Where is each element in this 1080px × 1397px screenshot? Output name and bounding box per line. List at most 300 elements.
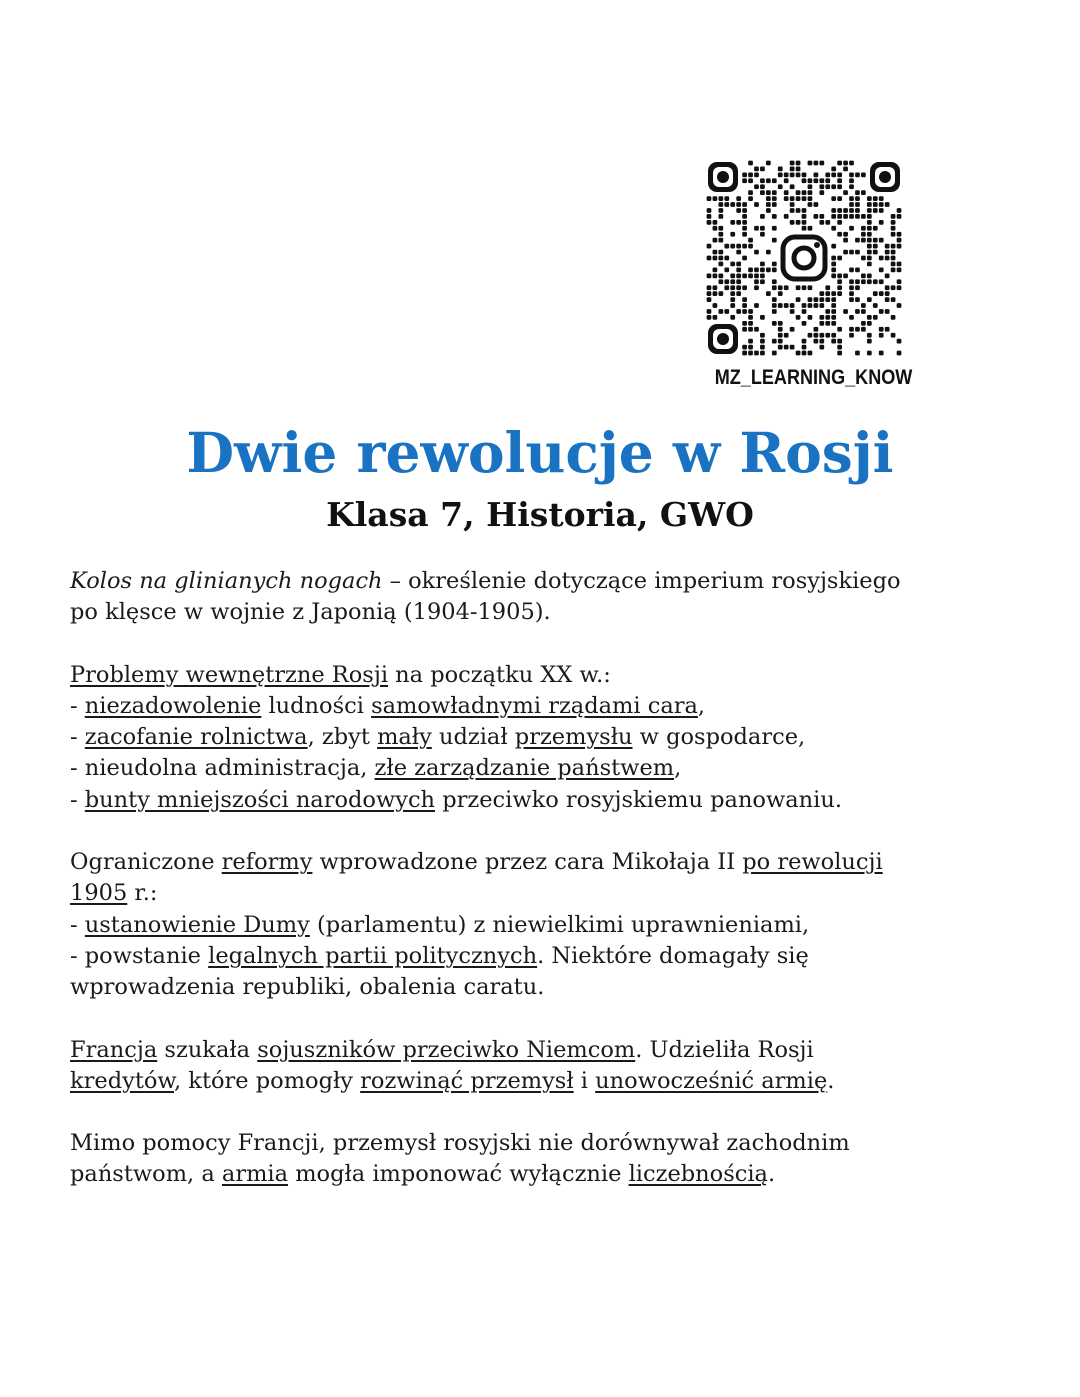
qr-module: [796, 167, 801, 172]
qr-module: [819, 321, 824, 326]
qr-module: [849, 333, 854, 338]
qr-module: [766, 291, 771, 296]
qr-module: [718, 196, 723, 201]
qr-module: [713, 285, 718, 290]
qr-module: [742, 214, 747, 219]
qr-module: [891, 244, 896, 249]
qr-module: [825, 178, 830, 183]
qr-module: [897, 214, 902, 219]
qr-module: [748, 238, 753, 243]
qr-finder-top-left: [708, 162, 738, 192]
qr-module: [713, 238, 718, 243]
qr-module: [814, 161, 819, 166]
qr-module: [707, 309, 712, 314]
qr-module: [837, 285, 842, 290]
qr-module: [879, 202, 884, 207]
qr-module: [724, 196, 729, 201]
qr-module: [778, 184, 783, 189]
qr-module: [754, 279, 759, 284]
qr-module: [867, 321, 872, 326]
qr-module: [718, 309, 723, 314]
qr-module: [855, 208, 860, 213]
text-span: szukała: [157, 1036, 258, 1063]
qr-module: [814, 333, 819, 338]
qr-module: [819, 178, 824, 183]
text-line: [70, 1159, 1030, 1190]
qr-module: [891, 268, 896, 273]
qr-module: [796, 190, 801, 195]
qr-module: [772, 262, 777, 267]
qr-module: [724, 202, 729, 207]
qr-module: [748, 172, 753, 177]
qr-module: [855, 250, 860, 255]
qr-module: [736, 220, 741, 225]
qr-module: [867, 202, 872, 207]
qr-module: [754, 327, 759, 332]
qr-module: [897, 279, 902, 284]
qr-module: [855, 214, 860, 219]
qr-module: [802, 345, 807, 350]
underlined-term: bunty mniejszości narodowych: [84, 786, 436, 813]
qr-module: [879, 309, 884, 314]
qr-module: [897, 303, 902, 308]
qr-module: [861, 190, 866, 195]
qr-module: [849, 202, 854, 207]
qr-module: [796, 285, 801, 290]
qr-module: [772, 351, 777, 356]
qr-module: [891, 226, 896, 231]
qr-module: [760, 184, 765, 189]
qr-module: [861, 172, 866, 177]
qr-module: [873, 250, 878, 255]
qr-module: [897, 232, 902, 237]
underlined-term: samowładnymi rządami cara: [371, 692, 698, 719]
qr-module: [855, 327, 860, 332]
qr-module: [778, 291, 783, 296]
qr-module: [796, 196, 801, 201]
qr-module: [891, 297, 896, 302]
qr-module: [808, 285, 813, 290]
qr-module: [891, 262, 896, 267]
qr-module: [736, 291, 741, 296]
qr-module: [855, 172, 860, 177]
qr-module: [849, 208, 854, 213]
qr-module: [849, 172, 854, 177]
text-line: [70, 1066, 1030, 1097]
qr-module: [796, 297, 801, 302]
qr-module: [885, 309, 890, 314]
qr-module: [748, 345, 753, 350]
qr-module: [819, 297, 824, 302]
qr-module: [885, 256, 890, 261]
list-item: [70, 910, 1030, 941]
qr-module: [891, 285, 896, 290]
qr-module: [819, 220, 824, 225]
qr-module: [790, 345, 795, 350]
qr-module: [831, 291, 836, 296]
qr-module: [707, 291, 712, 296]
qr-module: [713, 273, 718, 278]
qr-module: [814, 214, 819, 219]
qr-module: [825, 220, 830, 225]
qr-module: [837, 178, 842, 183]
qr-module: [707, 256, 712, 261]
qr-module: [855, 279, 860, 284]
qr-module: [730, 262, 735, 267]
qr-module: [772, 202, 777, 207]
qr-module: [772, 297, 777, 302]
qr-module: [748, 327, 753, 332]
qr-module: [802, 351, 807, 356]
qr-module: [766, 208, 771, 213]
qr-module: [825, 297, 830, 302]
qr-module: [730, 244, 735, 249]
qr-module: [718, 214, 723, 219]
qr-module: [784, 190, 789, 195]
qr-module: [837, 279, 842, 284]
qr-module: [879, 220, 884, 225]
qr-module: [718, 273, 723, 278]
qr-module: [796, 208, 801, 213]
qr-module: [730, 315, 735, 320]
qr-module: [808, 303, 813, 308]
qr-module: [784, 196, 789, 201]
qr-module: [831, 196, 836, 201]
underlined-term: przemysłu: [514, 724, 633, 751]
qr-module: [891, 214, 896, 219]
qr-module: [784, 172, 789, 177]
qr-module: [849, 291, 854, 296]
qr-module: [718, 291, 723, 296]
qr-module: [831, 309, 836, 314]
qr-module: [730, 279, 735, 284]
text-span: - powstanie: [70, 942, 209, 969]
qr-module: [748, 351, 753, 356]
qr-module: [849, 327, 854, 332]
qr-module: [843, 238, 848, 243]
qr-module: [713, 220, 718, 225]
text-span: przeciwko rosyjskiemu panowaniu.: [435, 786, 842, 813]
qr-module: [879, 238, 884, 243]
qr-module: [808, 196, 813, 201]
qr-module: [849, 268, 854, 273]
qr-module: [843, 273, 848, 278]
qr-module: [861, 238, 866, 243]
qr-module: [867, 315, 872, 320]
qr-module: [742, 297, 747, 302]
qr-module: [879, 351, 884, 356]
underlined-term: liczebnością: [628, 1161, 768, 1188]
qr-module: [790, 327, 795, 332]
qr-module: [730, 285, 735, 290]
qr-finder-top-right: [870, 162, 900, 192]
qr-module: [831, 303, 836, 308]
qr-module: [766, 196, 771, 201]
qr-module: [867, 256, 872, 261]
underlined-term: armia: [221, 1161, 289, 1188]
paragraph-internal-problems: [70, 660, 1030, 816]
qr-module: [790, 309, 795, 314]
text-line: [70, 847, 1030, 878]
qr-module: [760, 345, 765, 350]
qr-module: [736, 250, 741, 255]
text-span: (parlamentu) z niewielkimi uprawnieniami,: [309, 911, 810, 938]
qr-module: [772, 339, 777, 344]
qr-module: [724, 268, 729, 273]
underlined-term: ustanowienie Dumy: [84, 911, 310, 938]
qr-module: [707, 214, 712, 219]
qr-module: [742, 273, 747, 278]
qr-module: [802, 196, 807, 201]
qr-module: [819, 345, 824, 350]
qr-module: [819, 184, 824, 189]
qr-module: [837, 161, 842, 166]
qr-module: [855, 268, 860, 273]
qr-module: [885, 244, 890, 249]
qr-module: [796, 161, 801, 166]
qr-module: [879, 268, 884, 273]
qr-module: [760, 226, 765, 231]
qr-module: [855, 309, 860, 314]
qr-module: [790, 208, 795, 213]
qr-module: [784, 178, 789, 183]
list-item: [70, 941, 1030, 972]
qr-module: [778, 321, 783, 326]
qr-module: [873, 244, 878, 249]
text-span: -: [70, 911, 85, 938]
qr-module: [808, 202, 813, 207]
qr-module: [724, 256, 729, 261]
qr-module: [855, 196, 860, 201]
qr-module: [742, 303, 747, 308]
underlined-term: Problemy wewnętrzne Rosji: [70, 661, 389, 688]
qr-module: [736, 309, 741, 314]
qr-module: [831, 339, 836, 344]
underlined-term: zacofanie rolnictwa: [84, 724, 308, 751]
qr-module: [831, 244, 836, 249]
underlined-term: legalnych partii politycznych: [208, 942, 538, 969]
qr-module: [707, 196, 712, 201]
qr-module: [742, 232, 747, 237]
text-span: .: [827, 1067, 835, 1094]
text-span: na początku XX w.:: [388, 661, 611, 688]
qr-module: [885, 327, 890, 332]
qr-module: [796, 315, 801, 320]
qr-module: [849, 214, 854, 219]
qr-module: [861, 273, 866, 278]
qr-module: [802, 339, 807, 344]
qr-code: [706, 160, 902, 356]
qr-module: [742, 202, 747, 207]
qr-module: [825, 315, 830, 320]
qr-module: [724, 279, 729, 284]
qr-module: [742, 321, 747, 326]
qr-module: [808, 297, 813, 302]
text-span: ,: [697, 692, 706, 719]
qr-module: [861, 321, 866, 326]
qr-module: [873, 291, 878, 296]
qr-module: [825, 321, 830, 326]
qr-module: [897, 238, 902, 243]
qr-module: [837, 196, 842, 201]
qr-module: [855, 285, 860, 290]
qr-module: [849, 297, 854, 302]
qr-module: [867, 232, 872, 237]
qr-module: [766, 268, 771, 273]
qr-module: [873, 208, 878, 213]
qr-module: [760, 279, 765, 284]
qr-module: [778, 172, 783, 177]
qr-module: [802, 172, 807, 177]
qr-module: [891, 232, 896, 237]
qr-module: [814, 172, 819, 177]
qr-module: [837, 208, 842, 213]
qr-module: [718, 202, 723, 207]
qr-module: [861, 327, 866, 332]
qr-module: [748, 321, 753, 326]
qr-module: [849, 178, 854, 183]
qr-module: [790, 184, 795, 189]
qr-module: [861, 226, 866, 231]
qr-module: [891, 250, 896, 255]
underlined-term: 1905: [70, 880, 128, 907]
text-span: – określenie dotyczące imperium rosyjskiego: [382, 568, 901, 594]
qr-module: [772, 196, 777, 201]
qr-module: [748, 190, 753, 195]
qr-module: [742, 309, 747, 314]
qr-module: [754, 250, 759, 255]
qr-module: [855, 190, 860, 195]
qr-module: [748, 196, 753, 201]
qr-module: [772, 238, 777, 243]
underlined-term: niezadowolenie: [84, 692, 262, 719]
qr-module: [867, 279, 872, 284]
qr-module: [742, 220, 747, 225]
qr-module: [778, 303, 783, 308]
qr-module: [707, 315, 712, 320]
qr-module: [718, 238, 723, 243]
qr-module: [825, 172, 830, 177]
text-line: [70, 1035, 1030, 1066]
qr-module: [891, 333, 896, 338]
qr-module: [891, 256, 896, 261]
qr-module: [879, 196, 884, 201]
underlined-term: mały: [377, 724, 432, 751]
text-line: [70, 878, 1030, 909]
qr-module: [707, 220, 712, 225]
qr-module: [867, 208, 872, 213]
qr-module: [754, 268, 759, 273]
qr-module: [808, 315, 813, 320]
qr-module: [754, 172, 759, 177]
qr-module: [843, 214, 848, 219]
qr-module: [849, 315, 854, 320]
qr-module: [736, 268, 741, 273]
qr-module: [748, 268, 753, 273]
qr-module: [819, 333, 824, 338]
qr-module: [784, 303, 789, 308]
qr-module: [790, 161, 795, 166]
text-span: -: [70, 786, 85, 813]
qr-module: [802, 208, 807, 213]
qr-module: [718, 226, 723, 231]
qr-module: [891, 220, 896, 225]
qr-module: [808, 184, 813, 189]
qr-module: [754, 226, 759, 231]
qr-module: [849, 250, 854, 255]
text-span: ludności: [261, 692, 372, 719]
qr-module: [730, 220, 735, 225]
qr-module: [867, 351, 872, 356]
qr-module: [825, 309, 830, 314]
qr-module: [718, 250, 723, 255]
qr-module: [814, 339, 819, 344]
qr-module: [772, 226, 777, 231]
qr-module: [891, 315, 896, 320]
underlined-term: kredytów: [70, 1067, 174, 1094]
text-span: ,: [674, 755, 682, 782]
underlined-term: unowocześnić armię: [595, 1067, 828, 1094]
qr-finder-bottom-left: [708, 324, 738, 354]
qr-module: [736, 279, 741, 284]
qr-module: [742, 351, 747, 356]
qr-module: [754, 285, 759, 290]
qr-module: [742, 226, 747, 231]
qr-module: [867, 244, 872, 249]
qr-module: [772, 285, 777, 290]
underlined-term: po rewolucji: [742, 849, 883, 876]
qr-module: [730, 232, 735, 237]
qr-module: [784, 345, 789, 350]
qr-module: [718, 279, 723, 284]
qr-module: [831, 208, 836, 213]
qr-module: [837, 351, 842, 356]
qr-module: [843, 309, 848, 314]
qr-module: [713, 268, 718, 273]
notes-content: [70, 566, 1030, 1222]
qr-module: [772, 268, 777, 273]
qr-module: [802, 226, 807, 231]
qr-module: [730, 303, 735, 308]
qr-module: [707, 297, 712, 302]
qr-module: [742, 178, 747, 183]
qr-module: [772, 214, 777, 219]
qr-module: [736, 273, 741, 278]
qr-module: [831, 321, 836, 326]
page-subtitle: Klasa 7, Historia, GWO: [326, 495, 754, 534]
qr-module: [819, 291, 824, 296]
qr-module: [790, 172, 795, 177]
qr-module: [796, 220, 801, 225]
qr-module: [831, 256, 836, 261]
qr-module: [814, 303, 819, 308]
text-line: wprowadzenia republiki, obalenia caratu.: [70, 974, 545, 1001]
qr-module: [760, 339, 765, 344]
qr-module: [867, 339, 872, 344]
qr-module: [831, 226, 836, 231]
text-span: . Udzieliła Rosji: [635, 1036, 814, 1063]
qr-module: [819, 339, 824, 344]
qr-module: [778, 339, 783, 344]
qr-module: [742, 327, 747, 332]
qr-module: [790, 196, 795, 201]
qr-module: [861, 232, 866, 237]
qr-module: [873, 202, 878, 207]
text-span: r.:: [127, 880, 158, 907]
qr-module: [837, 291, 842, 296]
qr-module: [796, 172, 801, 177]
qr-module: [831, 273, 836, 278]
